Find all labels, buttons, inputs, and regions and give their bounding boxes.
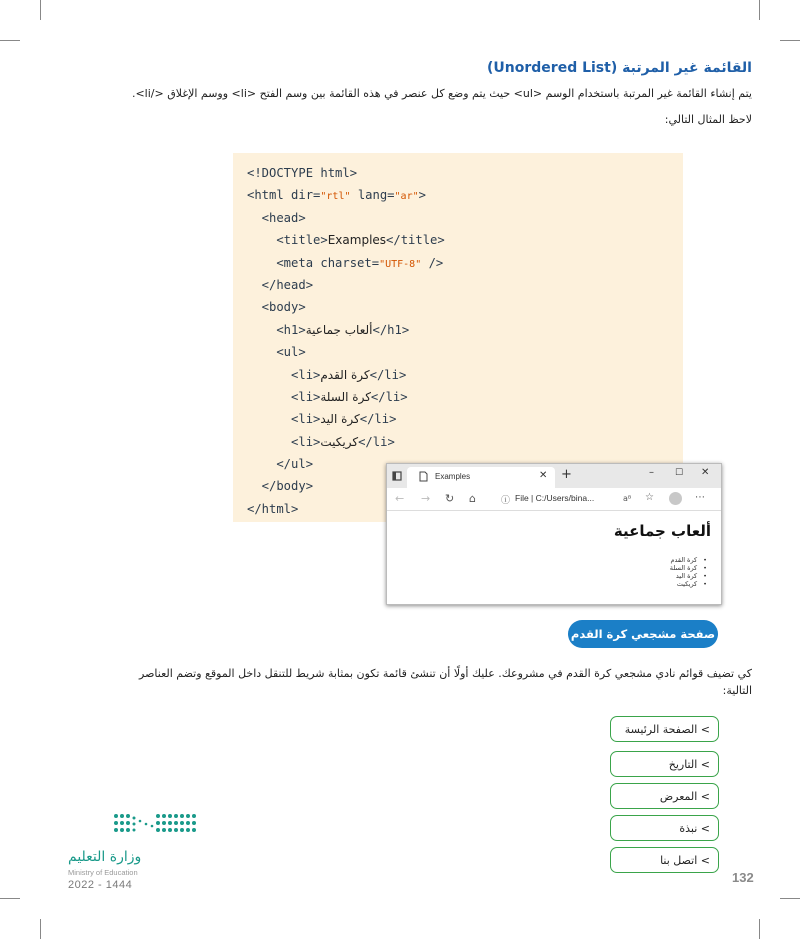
code-line: <li>كرة اليد</li>: [247, 412, 397, 427]
code-line: <head>: [247, 210, 306, 225]
close-tab-icon[interactable]: ✕: [539, 470, 548, 481]
task-paragraph-cont: التالية:: [722, 684, 752, 697]
year-label: 2022 - 1444: [68, 879, 133, 891]
crop-mark: [0, 898, 20, 899]
code-line: <li>كرة السلة</li>: [247, 389, 408, 404]
code-line: </html>: [247, 501, 299, 516]
favorites-icon[interactable]: ☆: [645, 492, 654, 503]
forward-icon[interactable]: →: [421, 492, 431, 505]
code-line: </body>: [247, 479, 314, 494]
home-icon[interactable]: ⌂: [469, 492, 476, 505]
menu-item-contact: > اتصل بنا: [610, 847, 719, 873]
browser-window: [386, 463, 722, 605]
close-window-icon[interactable]: ✕: [701, 467, 710, 478]
refresh-icon[interactable]: ↻: [445, 492, 455, 505]
code-line: <meta charset="UTF-8" />: [247, 255, 444, 270]
menu-item-about: > نبذة: [610, 815, 719, 841]
crop-mark: [0, 40, 20, 41]
code-line: <li>كرة القدم</li>: [247, 367, 407, 382]
menu-item-gallery: > المعرض: [610, 783, 719, 809]
tab-title: Examples: [435, 472, 471, 481]
ministry-name-arabic: وزارة التعليم: [68, 849, 142, 865]
code-line: </head>: [247, 277, 314, 292]
tab-actions-icon[interactable]: [392, 471, 402, 481]
code-line: </ul>: [247, 457, 314, 472]
page-list: [670, 556, 707, 588]
code-line: <!DOCTYPE html>: [247, 166, 358, 180]
code-line: <li>كريكيت</li>: [247, 434, 395, 449]
section-pill: صفحة مشجعي كرة القدم: [568, 620, 718, 648]
info-icon: ⓘ: [501, 496, 511, 506]
code-line: <body>: [247, 300, 306, 315]
section-title: القائمة غير المرتبة (Unordered List): [487, 60, 752, 76]
page-icon: [419, 471, 428, 482]
page-heading: ألعاب جماعية: [613, 522, 711, 540]
tab-bar: [387, 464, 721, 488]
more-icon[interactable]: ⋯: [695, 492, 705, 503]
page-number: 132: [732, 870, 754, 885]
ministry-logo-icon: [66, 808, 206, 848]
tab-examples[interactable]: [407, 467, 555, 488]
ministry-name-english: Ministry of Education: [68, 868, 138, 877]
minimize-icon[interactable]: –: [649, 467, 654, 478]
code-line: <html dir="rtl" lang="ar">: [247, 188, 426, 203]
example-line: لاحظ المثال التالي:: [664, 113, 752, 126]
menu-item-history: > التاريخ: [610, 751, 719, 777]
new-tab-icon[interactable]: +: [561, 467, 572, 482]
crop-mark: [780, 40, 800, 41]
list-item: • كريكيت: [670, 580, 707, 588]
list-item: • كرة السلة: [670, 564, 707, 572]
address-input[interactable]: File | C:/Users/bina...: [515, 493, 595, 503]
read-aloud-icon[interactable]: aᴮ: [623, 494, 632, 503]
back-icon[interactable]: ←: [395, 492, 405, 505]
profile-icon[interactable]: [669, 492, 682, 505]
crop-mark: [759, 919, 760, 939]
task-paragraph: كي تضيف قوائم نادي مشجعي كرة القدم في مشروعك. عليك أولًا أن تنشئ قائمة تكون بمثابة شريط للتنقل داخل الموقع وتضم العناصر: [139, 667, 752, 680]
crop-mark: [40, 0, 41, 20]
crop-mark: [759, 0, 760, 20]
code-line: <ul>: [247, 345, 306, 360]
list-item: • كرة اليد: [670, 572, 707, 580]
code-line: <h1>ألعاب جماعية</h1>: [247, 322, 410, 337]
address-bar: [387, 488, 721, 511]
maximize-icon[interactable]: ☐: [675, 468, 684, 478]
crop-mark: [780, 898, 800, 899]
code-line: <title>Examples</title>: [247, 233, 445, 248]
intro-paragraph: يتم إنشاء القائمة غير المرتبة باستخدام الوسم <ul> حيث يتم وضع كل عنصر في هذه القائمة بين وسم الفتح <li> ووسم الإغلاق </li>.: [131, 87, 752, 100]
menu-item-home: > الصفحة الرئيسة: [610, 716, 719, 742]
crop-mark: [40, 919, 41, 939]
list-item: • كرة القدم: [670, 556, 707, 564]
